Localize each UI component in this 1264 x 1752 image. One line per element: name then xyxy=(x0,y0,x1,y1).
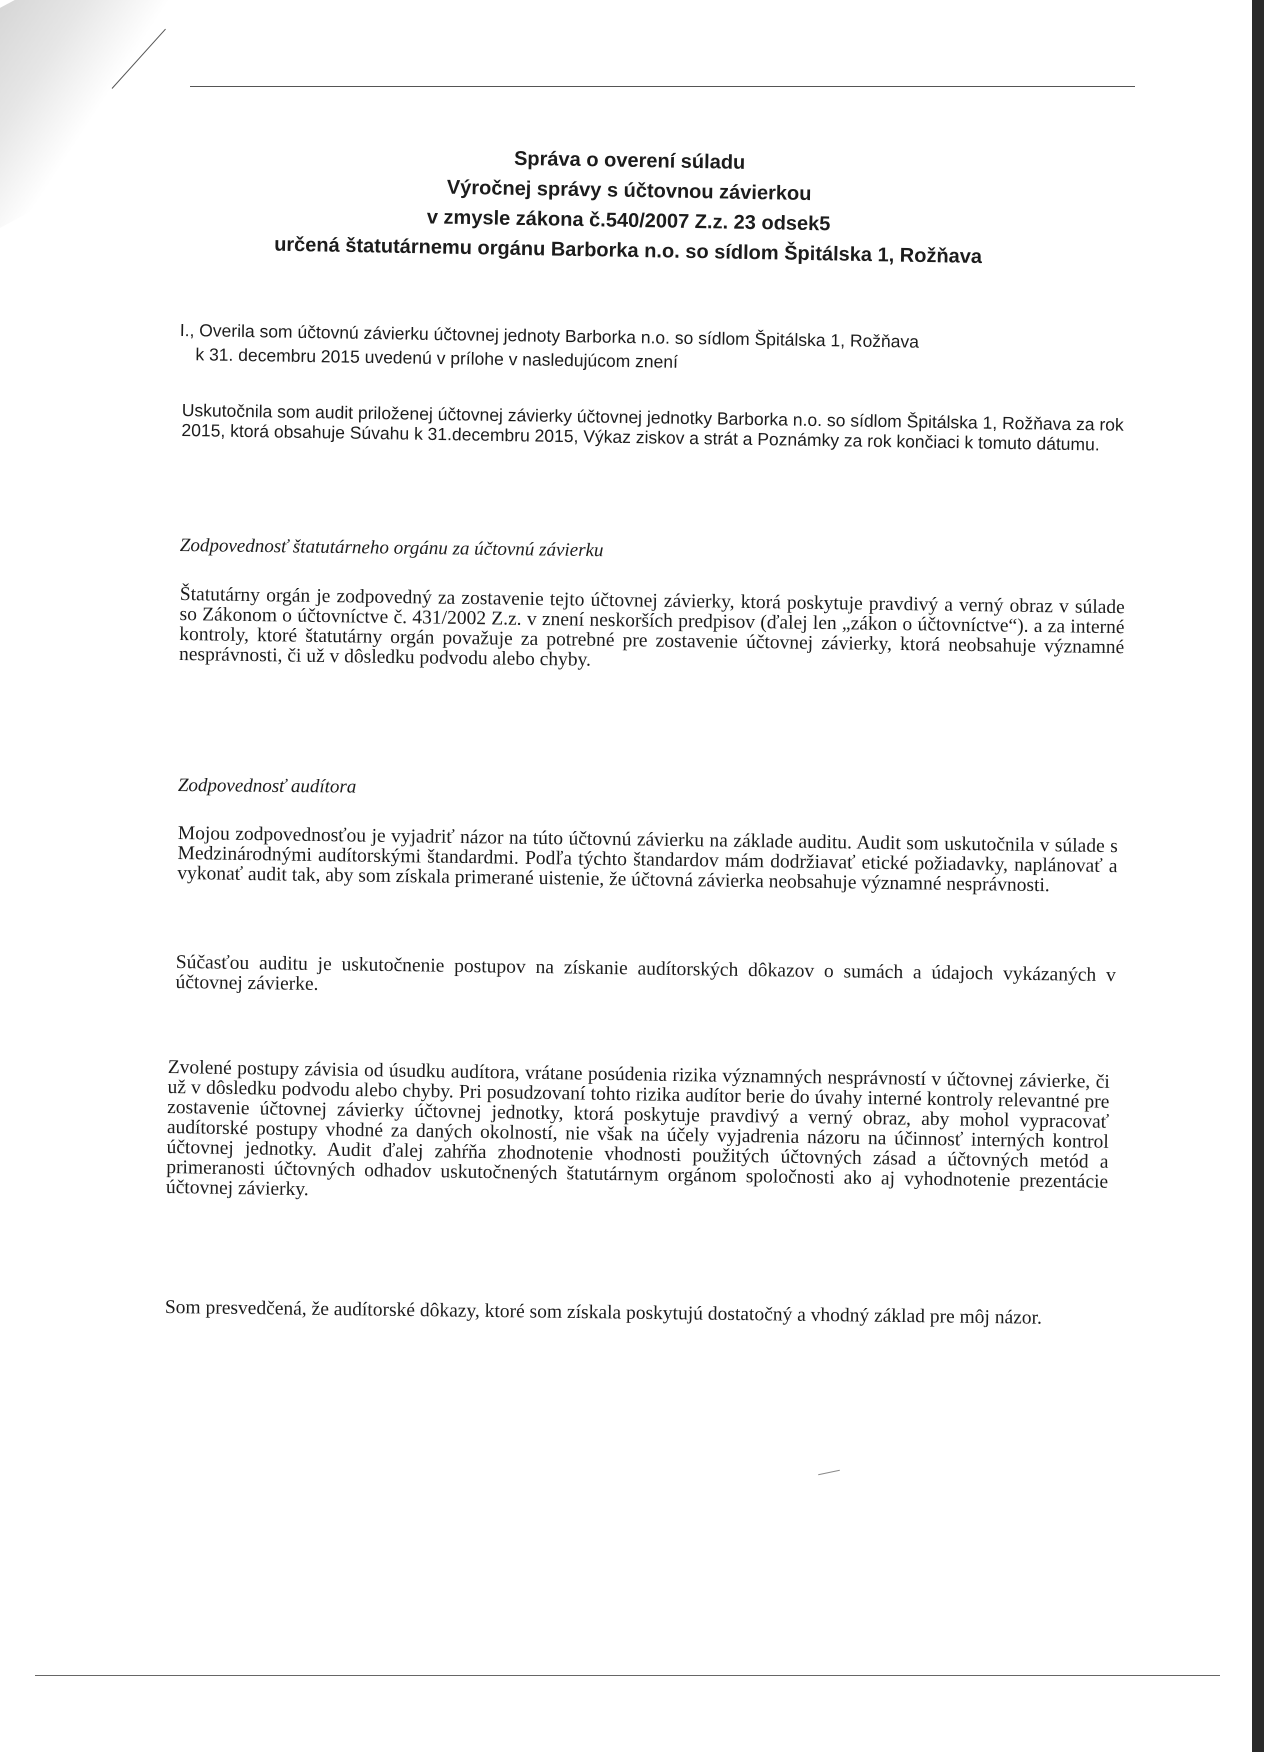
title-line-1: Správa o overení súladu xyxy=(513,147,746,174)
auditor-p2: Súčasťou auditu je uskutočnenie postupov na získanie audítorských dôkazov o sumách a údajoch vykázaných v účtovnej závierke. xyxy=(175,952,1116,995)
auditor-p4: Som presvedčená, že audítorské dôkazy, ktoré som získala poskytujú dostatočný a vhodný základ pre môj názor. xyxy=(164,1297,1043,1329)
title-line-4: určená štatutárnemu orgánu Barborka n.o. so sídlom Špitálska 1, Rožňava xyxy=(273,233,983,269)
section-1-line-2: k 31. decembru 2015 uvedenú v prílohe v nasledujúcom znení xyxy=(195,344,679,372)
top-rule xyxy=(190,86,1135,87)
statutory-heading-block xyxy=(180,535,880,566)
auditor-paragraph-3 xyxy=(166,1058,1110,1213)
stray-mark xyxy=(818,1470,840,1476)
auditor-p3: Zvolené postupy závisia od úsudku audítora, vrátane posúdenia rizika významných nesprávností v účtovnej závierke, či už v dôsledku podvodu alebo chyby. Pri posudzovaní tohto rizika audítor berie do úvahy interné kontroly relevantné pre zostavenie účtovnej závierky účtovnej jednotky, ktorá poskytuje pravdivý a verný obraz, aby mohol vypracovať audítorské postupy vhodné za daných okolností, nie však na účely vyjadrenia názoru na účinnosť interných kontrol účtovnej jednotky. Audit ďalej zahŕňa zhodnotenie vhodnosti použitých účtovných zásad a účtovných metód a primeranosti účtovných odhadov uskutočnených štatutárnym orgánom spoločnosti ako aj vyhodnotenie prezentácie účtovnej závierky. xyxy=(165,1057,1110,1201)
section-1 xyxy=(179,318,1060,380)
auditor-p1: Mojou zodpovednosťou je vyjadriť názor na túto účtovnú závierku na základe auditu. Audit som uskutočnila v súlade s Medzinárodnými audítorskými štandardmi. Podľa týchto štandardov mám dodržiavať etické požiadavky, naplánovať a vykonať audit tak, aby som získala primerané uistenie, že účtovná závierka neobsahuje významné nesprávnosti. xyxy=(177,823,1118,897)
auditor-heading-block xyxy=(178,775,678,801)
auditor-heading: Zodpovednosť audítora xyxy=(177,775,357,798)
auditor-paragraph-4 xyxy=(165,1298,1095,1329)
auditor-paragraph-2 xyxy=(175,953,1115,1006)
intro-text: Uskutočnila som audit priloženej účtovnej závierky účtovnej jednotky Barborka n.o. so sídlom Špitálska 1, Rožňava za rok 2015, ktorá obsahuje Súvahu k 31.decembru 2015, Výkaz ziskov a strát a Poznámky za rok končiaci k tomuto dátumu. xyxy=(181,400,1124,455)
title-line-3: v zmysle zákona č.540/2007 Z.z. 23 odsek5 xyxy=(426,206,831,236)
statutory-text: Štatutárny orgán je zodpovedný za zostavenie tejto účtovnej závierky, ktorá poskytuje pravdivý a verný obraz v súlade so Zákonom o účtovníctve č. 431/2002 Z.z. v znení neskorších predpisov (ďalej len „zákon o účtovníctve“). a za interné kontroly, ktoré štatutárny orgán považuje za potrebné pre zostavenie účtovnej závierky, ktorá neobsahuje významné nesprávnosti, či už v dôsledku podvodu alebo chyby. xyxy=(178,584,1125,671)
scan-edge xyxy=(1252,0,1264,1752)
intro-paragraph xyxy=(181,400,1124,455)
bottom-rule xyxy=(35,1675,1220,1676)
section-1-line-1: I., Overila som účtovnú závierku účtovnej jednoty Barborka n.o. so sídlom Špitálska 1, Rožňava xyxy=(179,319,920,352)
statutory-paragraph xyxy=(179,585,1125,678)
auditor-paragraph-1 xyxy=(177,824,1118,897)
title-line-2: Výročnej správy s účtovnou závierkou xyxy=(446,176,812,206)
document-title xyxy=(178,138,1080,274)
statutory-heading: Zodpovednosť štatutárneho orgánu za účtovnú závierku xyxy=(179,535,604,562)
